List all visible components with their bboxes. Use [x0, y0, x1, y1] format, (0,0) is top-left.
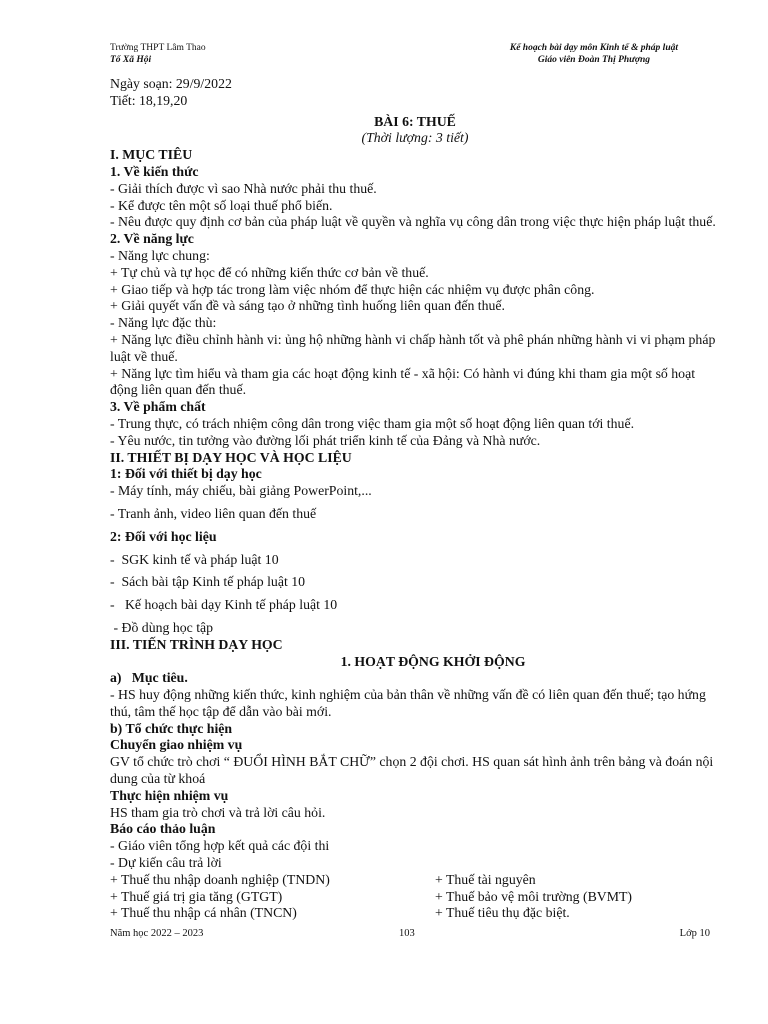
knowledge-heading: 1. Về kiến thức — [110, 163, 199, 179]
footer-page-number: 103 — [399, 928, 415, 939]
task-perform-text: HS tham gia trò chơi và trả lời câu hỏi. — [110, 804, 326, 820]
competence-item: + Giao tiếp và hợp tác trong làm việc nhóm để thực hiện các nhiệm vụ được phân công. — [110, 281, 595, 297]
lesson-duration: (Thời lượng: 3 tiết) — [361, 130, 469, 146]
tax-item: + Thuế bảo vệ môi trường (BVMT) — [435, 888, 633, 904]
lesson-title: BÀI 6: THUẾ — [374, 113, 456, 129]
equipment-item: - Máy tính, máy chiếu, bài giảng PowerPoint,... — [110, 483, 372, 499]
quality-heading: 3. Về phẩm chất — [110, 399, 206, 415]
materials-item: - Đồ dùng học tập — [110, 619, 214, 635]
activity-heading: 1. HOẠT ĐỘNG KHỞI ĐỘNG — [340, 653, 526, 669]
report-item: - Giáo viên tổng hợp kết quả các đội thi — [110, 838, 330, 854]
equipment-heading: 1: Đối với thiết bị dạy học — [110, 466, 262, 482]
competence-item: + Năng lực tìm hiểu và tham gia các hoạt động kinh tế - xã hội: Có hành vi đúng khi tham gia một số hoạt động liên quan đến thuế. — [110, 365, 696, 398]
plan-title: Kế hoạch bài dạy môn Kinh tế & pháp luật — [509, 43, 678, 53]
report-heading: Báo cáo thảo luận — [110, 821, 216, 837]
competence-heading: 2. Về năng lực — [110, 231, 194, 247]
competence-item: + Tự chủ và tự học để có những kiến thức cơ bản về thuế. — [110, 264, 429, 280]
footer-year: Năm học 2022 – 2023 — [110, 928, 204, 939]
department-name: Tổ Xã Hội — [110, 55, 152, 65]
materials-item: - Kế hoạch bài dạy Kinh tế pháp luật 10 — [110, 597, 338, 613]
tax-item: + Thuế giá trị gia tăng (GTGT) — [110, 888, 283, 904]
knowledge-item: - Kể được tên một số loại thuế phổ biến. — [110, 197, 333, 213]
section-3-heading: III. TIẾN TRÌNH DẠY HỌC — [110, 636, 283, 652]
objective-text: - HS huy động những kiến thức, kinh nghiệm của bản thân về những vấn đề có liên quan đến thuế; tạo hứng thú, tâm thế học tập để dẫn vào bài mới. — [110, 687, 706, 719]
footer-grade: Lớp 10 — [679, 928, 710, 939]
quality-item: - Yêu nước, tin tưởng vào đường lối phát triển kinh tế của Đảng và Nhà nước. — [110, 432, 541, 448]
quality-item: - Trung thực, có trách nhiệm công dân trong việc tham gia một số hoạt động liên quan tới thuế. — [110, 415, 635, 431]
header-left — [110, 42, 206, 66]
periods: Tiết: 18,19,20 — [110, 92, 188, 108]
knowledge-item: - Nêu được quy định cơ bản của pháp luật về quyền và nghĩa vụ công dân trong việc thực hiện pháp luật thuế. — [110, 214, 716, 230]
report-item: - Dự kiến câu trả lời — [110, 855, 222, 871]
task-transfer-text: GV tổ chức trò chơi “ ĐUỔI HÌNH BẮT CHỮ” chọn 2 đội chơi. HS quan sát hình ảnh trên bảng và đoán nội dung của từ khoá — [110, 754, 714, 787]
school-name: Trường THPT Lâm Thao — [110, 43, 206, 53]
tax-item: + Thuế tài nguyên — [435, 871, 536, 887]
header-right — [510, 42, 678, 66]
materials-heading: 2: Đối với học liệu — [110, 528, 217, 544]
section-1-heading: I. MỤC TIÊU — [110, 147, 193, 163]
tax-item: + Thuế thu nhập doanh nghiệp (TNDN) — [110, 871, 330, 887]
competence-item: - Năng lực đặc thù: — [110, 315, 217, 331]
teacher-name: Giáo viên Đoàn Thị Phượng — [537, 55, 650, 65]
equipment-item: - Tranh ảnh, video liên quan đến thuế — [110, 505, 317, 521]
task-transfer-heading: Chuyển giao nhiệm vụ — [110, 737, 243, 753]
tax-list-left — [110, 872, 435, 922]
tax-list — [110, 872, 720, 922]
competence-item: - Năng lực chung: — [110, 247, 210, 263]
tax-item: + Thuế tiêu thụ đặc biệt. — [435, 905, 570, 921]
materials-item: - SGK kinh tế và pháp luật 10 — [110, 551, 279, 567]
tax-item: + Thuế thu nhập cá nhân (TNCN) — [110, 905, 297, 921]
organization-heading: b) Tổ chức thực hiện — [110, 720, 233, 736]
competence-item: + Năng lực điều chỉnh hành vi: ủng hộ những hành vi chấp hành tốt và phê phán những hành vi vi phạm pháp luật về thuế. — [110, 331, 716, 364]
prep-date: Ngày soạn: 29/9/2022 — [110, 76, 232, 91]
task-perform-heading: Thực hiện nhiệm vụ — [110, 787, 229, 803]
competence-item: + Giải quyết vấn đề và sáng tạo ở những tình huống liên quan đến thuế. — [110, 298, 505, 314]
knowledge-item: - Giải thích được vì sao Nhà nước phải thu thuế. — [110, 180, 377, 196]
materials-item: - Sách bài tập Kinh tế pháp luật 10 — [110, 574, 306, 590]
tax-list-right — [435, 872, 720, 922]
objective-heading: a) Mục tiêu. — [110, 670, 188, 686]
document-body — [110, 76, 720, 922]
section-2-heading: II. THIẾT BỊ DẠY HỌC VÀ HỌC LIỆU — [110, 449, 352, 465]
